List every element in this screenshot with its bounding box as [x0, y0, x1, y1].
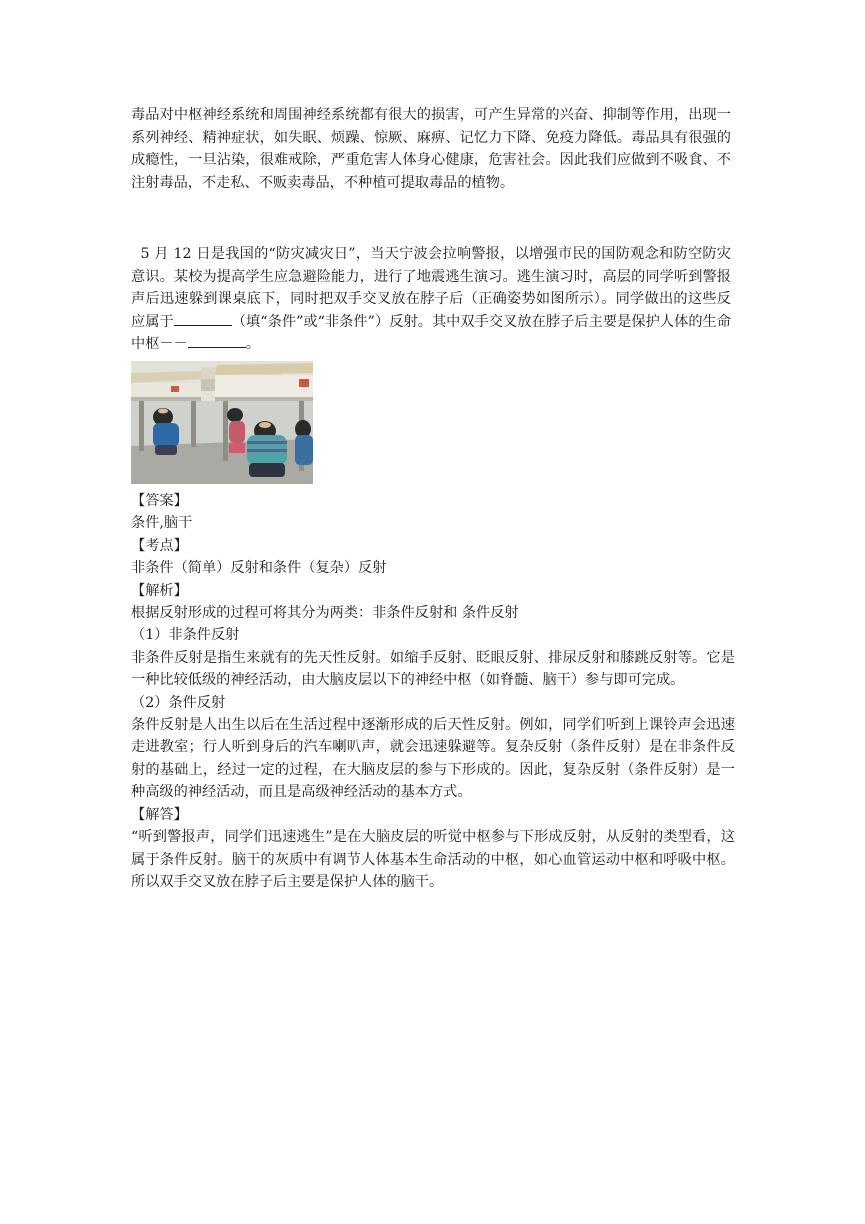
topic-heading: 【考点】 — [131, 537, 188, 554]
question-text-part2: （填“条件”或“非条件”）反射。其中双手交叉放在脖子后主要是保护人体的生命中枢－－ — [131, 313, 731, 352]
analysis-intro: 根据反射形成的过程可将其分为两类：非条件反射和 条件反射 — [131, 605, 519, 622]
answer-text: 条件,脑干 — [131, 515, 193, 532]
answer-blank-2 — [188, 334, 246, 348]
question-text-part3: 。 — [245, 336, 260, 352]
question-text-part1: 5 月 12 日是我国的“防灾减灾日”，当天宁波会拉响警报，以增强市民的国防观念和防空防灾意识。某校为提高学生应急避险能力，进行了地震逃生演习。逃生演习时，高层的同学听到警报声后迅速躲到课桌底下，同时把双手交叉放在脖子后（正确姿势如图所示）。同学做出的这些反应属于 — [131, 246, 731, 330]
analysis-item2-title: （2）条件反射 — [131, 694, 226, 711]
solution-heading: 【解答】 — [131, 806, 188, 823]
answer-blank-1 — [174, 312, 232, 326]
topic-text: 非条件（简单）反射和条件（复杂）反射 — [131, 560, 387, 577]
question-paragraph — [131, 243, 731, 356]
analysis-heading: 【解析】 — [131, 582, 188, 599]
earthquake-drill-photo — [131, 361, 313, 484]
solution-text: “听到警报声，同学们迅速逃生”是在大脑皮层的听觉中枢参与下形成反射，从反射的类型看，这属于条件反射。脑干的灰质中有调节人体基本生命活动的中枢，如心血管运动中枢和呼吸中枢。所以双手交叉放在脖子后主要是保护人体的脑干。 — [131, 829, 735, 890]
answer-heading: 【答案】 — [131, 493, 188, 509]
intro-paragraph: 毒品对中枢神经系统和周围神经系统都有很大的损害，可产生异常的兴奋、抑制等作用，出现一系列神经、精神症状，如失眠、烦躁、惊厥、麻痹、记忆力下降、免疫力降低。毒品具有很强的成瘾性，一旦沾染，很难戒除，严重危害人体身心健康，危害社会。因此我们应做到不吸食、不注射毒品，不走私、不贩卖毒品，不种植可提取毒品的植物。 — [131, 107, 731, 191]
analysis-item1-title: （1）非条件反射 — [131, 627, 240, 644]
analysis-item2-text: 条件反射是人出生以后在生活过程中逐渐形成的后天性反射。例如，同学们听到上课铃声会迅速走进教室；行人听到身后的汽车喇叭声，就会迅速躲避等。复杂反射（条件反射）是在非条件反射的基础上，经过一定的过程，在大脑皮层的参与下形成的。因此，复杂反射（条件反射）是一种高级的神经活动，而且是高级神经活动的基本方式。 — [131, 717, 735, 801]
analysis-item1-text: 非条件反射是指生来就有的先天性反射。如缩手反射、眨眼反射、排尿反射和膝跳反射等。它是一种比较低级的神经活动，由大脑皮层以下的神经中枢（如脊髓、脑干）参与即可完成。 — [131, 649, 735, 689]
photo-illustration — [131, 361, 313, 484]
answer-section — [131, 490, 735, 893]
